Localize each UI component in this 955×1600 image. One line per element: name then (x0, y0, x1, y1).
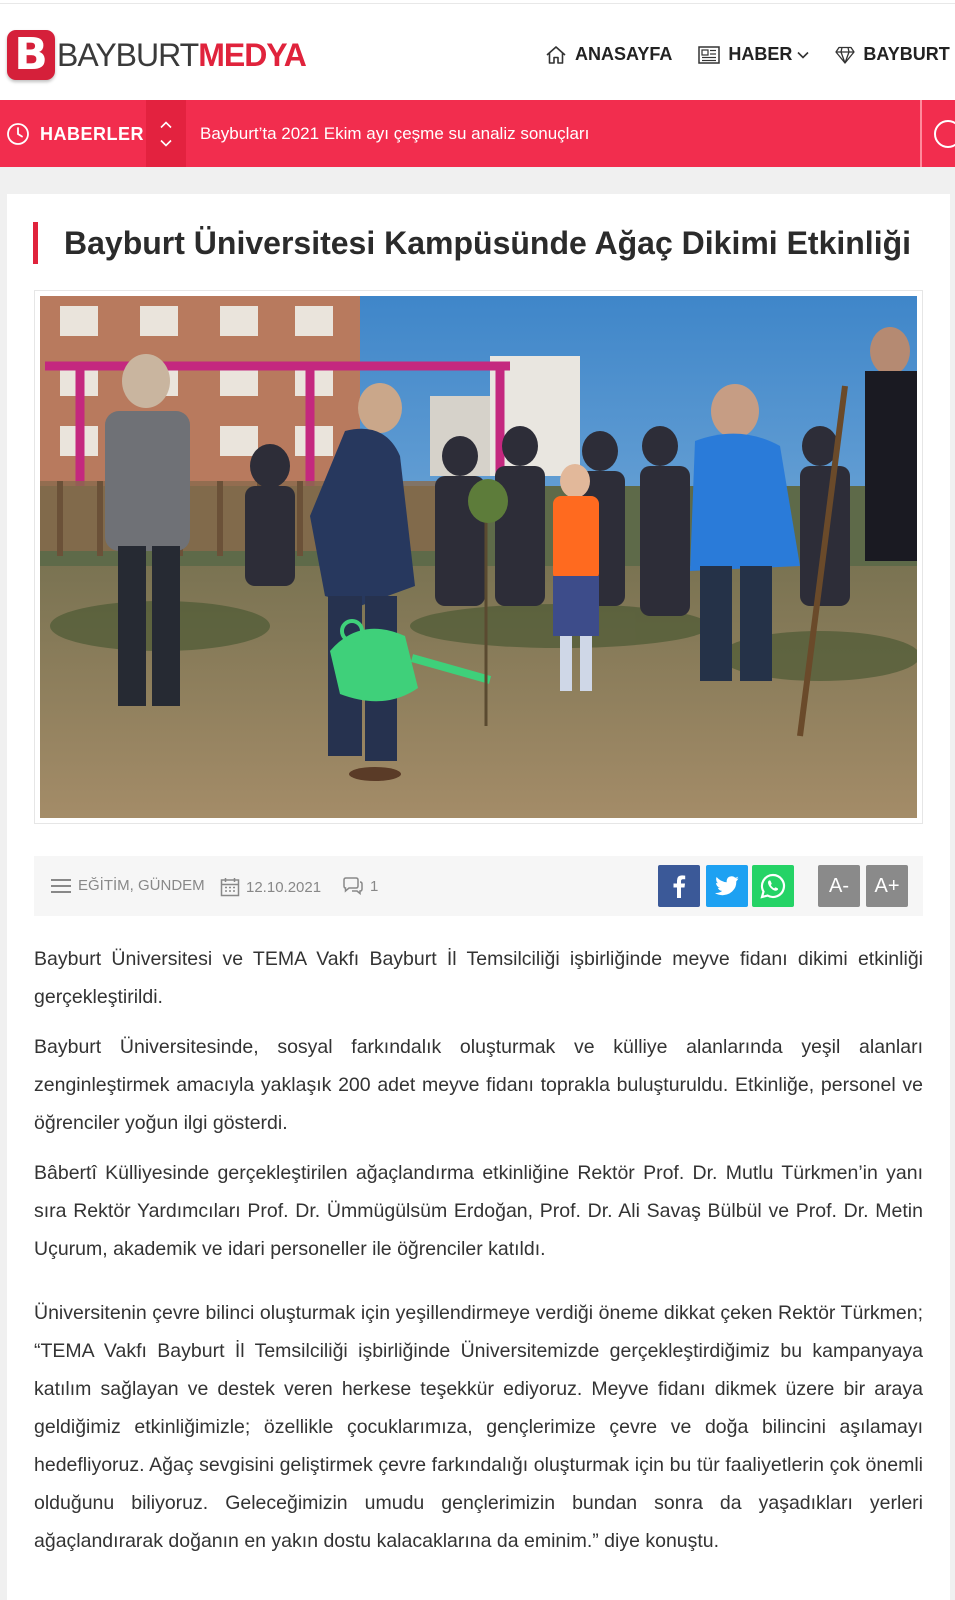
clock-icon (6, 122, 30, 146)
chevron-up-icon[interactable] (160, 120, 172, 130)
article-paragraph: Üniversitenin çevre bilinci oluşturmak için yeşillendirmeye verdiği öneme dikkat çeken Rektör Türkmen; “TEMA Vakfı Bayburt İl Temsilciliği işbirliğinde Üniversitemizde gerçekleştirdiğimiz bu kampanyaya katılım sağlayan ve destek veren herkese teşekkür ediyoruz. Meyve fidanı dikmek üzere bir araya geldiğimiz etkinliğimizle; özellikle çocuklarımıza, gençlerimize çevre ve doğa bilincini aşılamayı hedefliyoruz. Ağaç sevgisini geliştirmek çevre farkındalığı oluşturmak için bu tür faaliyetlerin çok önemli olduğunu biliyoruz. Geleceğimizin umudu gençlerimizin bundan sonra da yaşadıkları yerleri ağaçlandırarak doğanın en yakın dostu kalacaklarına da eminim.” diye konuştu. (34, 1302, 923, 1552)
article-image-frame (34, 290, 923, 824)
article-meta-bar (34, 856, 923, 916)
article-paragraph: Bayburt Üniversitesinde, sosyal farkındalık oluşturmak ve külliye alanlarında yeşil alanları zenginleştirmek amacıyla yaklaşık 200 adet meyve fidanı toprakla buluşturuldu. Etkinliğe, personel ve öğrenciler yoğun ilgi gösterdi. (34, 1036, 923, 1134)
site-logo[interactable] (7, 29, 306, 81)
ticker-control[interactable] (920, 100, 955, 167)
calendar-icon (220, 877, 240, 897)
menu-icon (50, 878, 72, 894)
font-increase-button[interactable]: A+ (866, 865, 908, 907)
nav-item-haber[interactable] (698, 44, 809, 65)
publish-date (220, 877, 321, 897)
nav-label: ANASAYFA (575, 44, 673, 64)
pause-icon (934, 120, 955, 148)
whatsapp-share-button[interactable] (752, 865, 794, 907)
newspaper-icon (698, 46, 720, 64)
comments-icon (342, 877, 364, 895)
site-header (0, 4, 955, 100)
ticker-label: HABERLER (40, 124, 145, 144)
article-body (34, 940, 923, 1572)
nav-label: HABER (728, 44, 793, 64)
logo-mark: B (7, 30, 55, 80)
comment-count[interactable] (342, 877, 378, 895)
chevron-down-icon[interactable] (160, 138, 172, 148)
chevron-down-icon (797, 51, 809, 59)
font-decrease-button[interactable]: A- (818, 865, 860, 907)
twitter-icon (715, 876, 739, 896)
twitter-share-button[interactable] (706, 865, 748, 907)
facebook-icon (672, 874, 686, 898)
whatsapp-icon (760, 873, 786, 899)
comment-count-text: 1 (370, 877, 379, 895)
nav-item-anasayfa[interactable] (545, 44, 672, 65)
article-title: Bayburt Üniversitesi Kampüsünde Ağaç Dikimi Etkinliği (33, 222, 923, 264)
article-image (40, 296, 917, 818)
news-ticker (0, 100, 955, 167)
ticker-headline[interactable]: Bayburt’ta 2021 Ekim ayı çeşme su analiz sonuçları (200, 124, 590, 143)
facebook-share-button[interactable] (658, 865, 700, 907)
tree-planting-photo (40, 296, 917, 818)
logo-text: BAYBURTMEDYA (57, 36, 306, 73)
article-paragraph: Bâbertî Külliyesinde gerçekleştirilen ağaçlandırma etkinliğine Rektör Prof. Dr. Mutlu Türkmen’in yanı sıra Rektör Yardımcıları Prof. Dr. Ümmügülsüm Erdoğan, Prof. Dr. Ali Savaş Bülbül ve Prof. Dr. Metin Uçurum, akademik ve idari personeller ile öğrenciler katıldı. (34, 1162, 923, 1260)
diamond-icon (835, 46, 855, 64)
date-text: 12.10.2021 (246, 878, 322, 896)
nav-item-bayburt[interactable] (835, 44, 955, 65)
ticker-arrows (146, 100, 186, 167)
nav-label: BAYBURT (863, 44, 950, 64)
article-paragraph: Bayburt Üniversitesi ve TEMA Vakfı Bayburt İl Temsilciliği işbirliğinde meyve fidanı dikimi etkinliği gerçekleştirildi. (34, 948, 923, 1008)
article-card (7, 194, 950, 1600)
main-nav (545, 44, 955, 65)
category-links[interactable] (50, 877, 205, 894)
home-icon (545, 45, 567, 65)
category-text: EĞİTİM, GÜNDEM (78, 877, 205, 894)
